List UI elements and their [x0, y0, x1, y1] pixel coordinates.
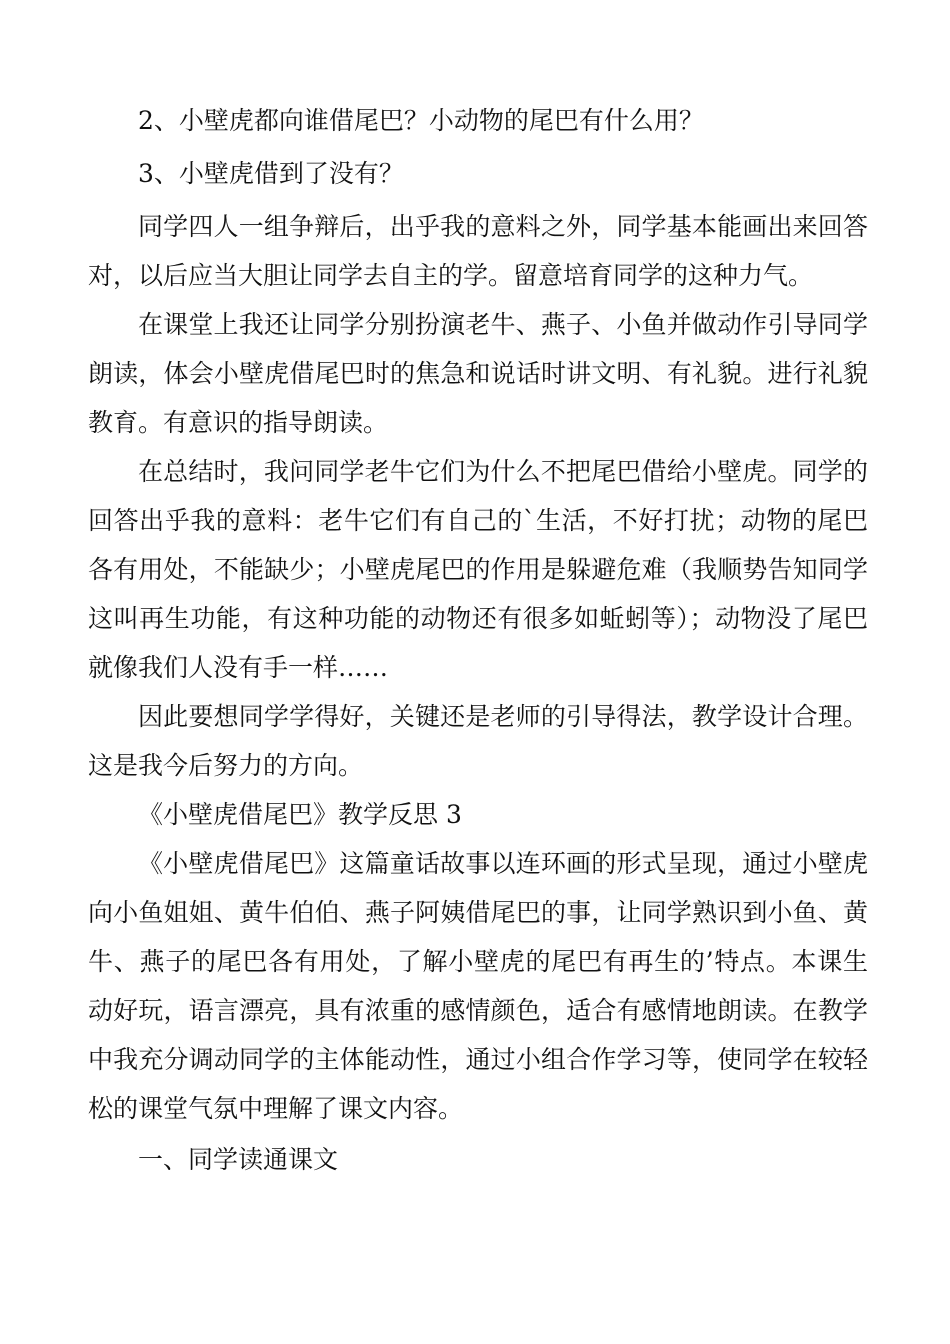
paragraph-introduction: 《小壁虎借尾巴》这篇童话故事以连环画的形式呈现，通过小壁虎向小鱼姐姐、黄牛伯伯、燕子阿姨借尾巴的事，让同学熟识到小鱼、黄牛、燕子的尾巴各有用处，了解小壁虎的尾巴有再生的’特点。本课生动好玩，语言漂亮，具有浓重的感情颜色，适合有感情地朗读。在教学中我充分调动同学的主体能动性，通过小组合作学习等，使同学在较轻松的课堂气氛中理解了课文内容。	[88, 849, 868, 1123]
document-body	[88, 96, 868, 1184]
section-title: 《小壁虎借尾巴》教学反思 3	[138, 800, 462, 829]
question-3: 3、小壁虎借到了没有？	[138, 159, 404, 188]
subsection-title: 一、同学读通课文	[138, 1145, 339, 1174]
question-2: 2、小壁虎都向谁借尾巴？小动物的尾巴有什么用？	[138, 106, 704, 135]
paragraph-summary: 在总结时，我问同学老牛它们为什么不把尾巴借给小壁虎。同学的回答出乎我的意料：老牛它们有自己的`生活，不好打扰；动物的尾巴各有用处，不能缺少；小壁虎尾巴的作用是躲避危难（我顺势告知同学这叫再生功能，有这种功能的动物还有很多如蚯蚓等）；动物没了尾巴就像我们人没有手一样……	[88, 457, 868, 682]
paragraph-group-discussion: 同学四人一组争辩后，出乎我的意料之外，同学基本能画出来回答对，以后应当大胆让同学去自主的学。留意培育同学的这种力气。	[88, 212, 868, 290]
paragraph-conclusion: 因此要想同学学得好，关键还是老师的引导得法，教学设计合理。这是我今后努力的方向。	[88, 702, 868, 780]
paragraph-role-play: 在课堂上我还让同学分别扮演老牛、燕子、小鱼并做动作引导同学朗读，体会小壁虎借尾巴时的焦急和说话时讲文明、有礼貌。进行礼貌教育。有意识的指导朗读。	[88, 310, 868, 437]
